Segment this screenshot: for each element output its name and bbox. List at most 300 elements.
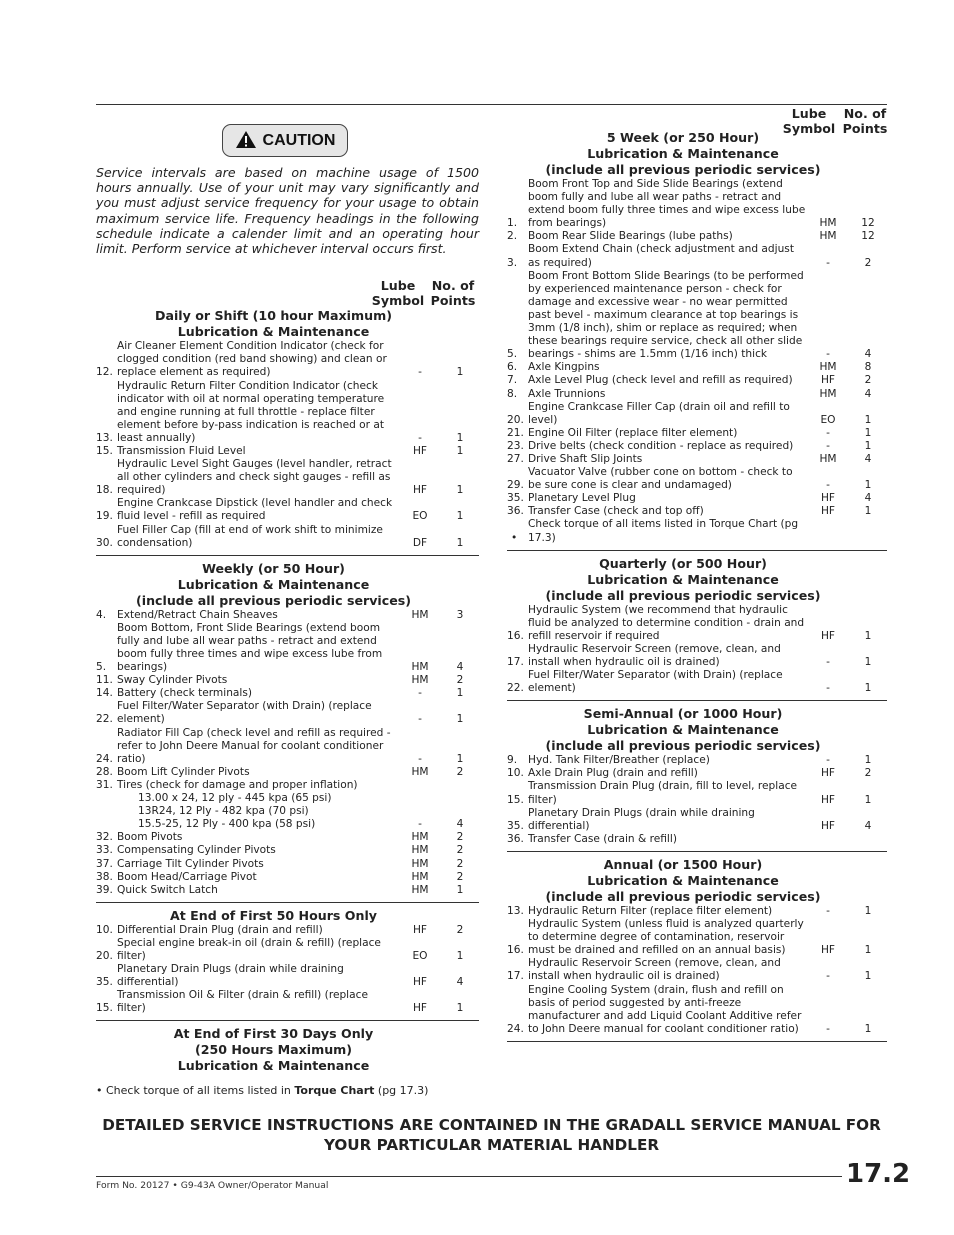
service-item xyxy=(96,445,479,458)
item-points: 8 xyxy=(864,361,872,374)
item-description: Vacuator Valve (rubber cone on bottom - check to be sure cone is clear and undamaged) xyxy=(528,466,793,492)
item-description: Carriage Tilt Cylinder Pivots xyxy=(117,857,264,870)
item-lube-symbol: HM xyxy=(819,217,837,230)
item-number: 7. xyxy=(507,374,518,387)
item-lube-symbol: DF xyxy=(412,536,428,549)
item-description: Axle Level Plug (check level and refill as required) xyxy=(528,374,793,387)
schedule-section xyxy=(507,706,887,852)
item-points: 1 xyxy=(864,944,872,957)
item-points: 4 xyxy=(864,492,872,505)
item-description: Hyd. Tank Filter/Breather (replace) xyxy=(528,754,710,767)
item-number: 10. xyxy=(96,923,113,936)
item-lube-symbol: HF xyxy=(412,444,428,457)
item-description: Battery (check terminals) xyxy=(117,687,252,700)
item-lube-symbol: - xyxy=(826,348,830,361)
caution-label: CAUTION xyxy=(262,131,336,149)
section-title: At End of First 30 Days Only xyxy=(173,1026,374,1042)
item-description: Boom Extend Chain (check adjustment and adjust as required) xyxy=(528,243,794,269)
service-item xyxy=(96,989,479,1015)
right-sections xyxy=(507,130,887,1042)
item-points: 2 xyxy=(456,870,464,883)
section-title: Lubrication & Maintenance xyxy=(177,1058,370,1074)
item-description: 13.00 x 24, 12 ply - 445 kpa (65 psi) xyxy=(138,792,332,805)
item-lube-symbol: HF xyxy=(820,492,836,505)
schedule-section xyxy=(96,561,479,903)
item-description: Compensating Cylinder Pivots xyxy=(117,844,276,857)
item-number: 19. xyxy=(96,510,113,523)
item-description: Extend/Retract Chain Sheaves xyxy=(117,608,278,621)
service-item xyxy=(96,884,479,897)
item-points: 1 xyxy=(456,366,464,379)
item-number: • xyxy=(511,531,518,544)
service-item xyxy=(96,779,479,792)
item-points: 4 xyxy=(864,819,872,832)
item-lube-symbol: HF xyxy=(412,484,428,497)
section-title: (include all previous periodic services) xyxy=(136,592,411,608)
section-title: Lubrication & Maintenance xyxy=(177,576,370,592)
section-title: Weekly (or 50 Hour) xyxy=(202,560,345,576)
item-points: 1 xyxy=(456,713,464,726)
item-lube-symbol: HM xyxy=(411,844,429,857)
item-number: 38. xyxy=(96,870,113,883)
service-item xyxy=(507,905,887,918)
service-item xyxy=(507,243,887,269)
left-column xyxy=(96,124,479,1098)
item-lube-symbol: HF xyxy=(820,629,836,642)
item-number: 16. xyxy=(507,629,524,642)
item-number: 14. xyxy=(96,687,113,700)
service-item xyxy=(507,918,887,957)
item-description: Boom Head/Carriage Pivot xyxy=(117,870,257,883)
item-lube-symbol: HF xyxy=(820,944,836,957)
section-title: Daily or Shift (10 hour Maximum) xyxy=(155,308,392,324)
item-lube-symbol: - xyxy=(826,656,830,668)
section-title: (250 Hours Maximum) xyxy=(194,1042,353,1058)
item-number: 6. xyxy=(507,361,518,374)
item-description: Planetary Drain Plugs (drain while draining differential) xyxy=(528,806,755,832)
item-points: 2 xyxy=(456,923,464,936)
item-description: Differential Drain Plug (drain and refill) xyxy=(117,923,323,936)
item-lube-symbol: HF xyxy=(820,819,836,832)
top-rule xyxy=(96,104,887,105)
service-item xyxy=(96,524,479,550)
item-description: Hydraulic Level Sight Gauges (level handler, retract all other cylinders and check sight gauges - refill as required) xyxy=(117,458,392,497)
section-title: Lubrication & Maintenance xyxy=(587,872,779,888)
item-points: 4 xyxy=(456,976,464,989)
right-column xyxy=(507,106,887,1047)
section-title: (include all previous periodic services) xyxy=(545,162,821,177)
item-number: 15. xyxy=(96,444,113,457)
item-points: 1 xyxy=(864,426,872,439)
service-item xyxy=(507,427,887,440)
item-number: 11. xyxy=(96,674,113,687)
item-lube-symbol: - xyxy=(418,818,422,831)
item-description: Axle Kingpins xyxy=(528,361,600,374)
service-item xyxy=(96,844,479,857)
column-header-right xyxy=(507,106,887,136)
service-item xyxy=(507,466,887,492)
service-item xyxy=(507,440,887,453)
item-number: 15. xyxy=(507,793,524,806)
item-points: 2 xyxy=(456,857,464,870)
item-lube-symbol: - xyxy=(826,970,830,983)
service-item xyxy=(96,727,479,766)
item-lube-symbol: - xyxy=(826,256,830,269)
item-lube-symbol: HM xyxy=(819,387,837,400)
item-lube-symbol: - xyxy=(418,713,422,726)
item-lube-symbol: HF xyxy=(820,505,836,518)
item-points: 1 xyxy=(456,949,464,962)
item-description: Boom Front Bottom Slide Bearings (to be performed by experienced maintenance person - check for damage and excessive wear - no wear permitted past bevel - maximum clearance at top bearings is 3mm (1/8 inch), shim or replace as required; when these bearings require service, check all other slide bearings - shims are 1.5mm (1/16 inch) thick xyxy=(528,269,804,361)
item-number: 32. xyxy=(96,831,113,844)
item-points: 12 xyxy=(861,230,875,243)
item-points: 4 xyxy=(456,818,464,831)
item-points: 1 xyxy=(864,656,872,668)
header-no-of: No. of xyxy=(843,106,887,121)
item-number: 35. xyxy=(96,976,113,989)
section-title: Lubrication & Maintenance xyxy=(177,324,370,340)
service-item xyxy=(507,453,887,466)
service-item xyxy=(96,858,479,871)
item-points: 1 xyxy=(864,439,872,452)
item-description: Fuel Filler Cap (fill at end of work shift to minimize condensation) xyxy=(117,523,383,549)
service-item xyxy=(96,818,479,831)
section-title: Lubrication & Maintenance xyxy=(587,571,779,587)
item-number: 18. xyxy=(96,484,113,497)
item-number: 9. xyxy=(507,754,518,767)
item-points: 4 xyxy=(864,387,872,400)
item-points: 1 xyxy=(456,510,464,523)
section-title: 5 Week (or 250 Hour) xyxy=(606,130,760,145)
header-points: Points xyxy=(430,293,476,309)
item-description: Check torque of all items listed in Torque Chart (pg 17.3) xyxy=(528,518,799,544)
item-description: Fuel Filter/Water Separator (with Drain) (replace element) xyxy=(528,669,783,695)
item-number: 15. xyxy=(96,1002,113,1015)
item-lube-symbol: HF xyxy=(412,976,428,989)
item-description: Hydraulic System (we recommend that hydraulic fluid be analyzed to determine condition - drain and refill reservoir if required xyxy=(528,603,805,642)
item-description: Engine Crankcase Filler Cap (drain oil and refill to level) xyxy=(528,400,790,426)
item-number: 1. xyxy=(507,217,518,230)
item-description: Transmission Fluid Level xyxy=(117,444,246,457)
column-header-left xyxy=(96,278,479,308)
item-number: 31. xyxy=(96,778,113,791)
item-number: 10. xyxy=(507,767,524,780)
item-number: 2. xyxy=(507,230,518,243)
item-number: 21. xyxy=(507,426,524,439)
item-lube-symbol: HM xyxy=(411,674,429,687)
item-points: 1 xyxy=(456,484,464,497)
item-description: Hydraulic Reservoir Screen (remove, clean, and install when hydraulic oil is drained) xyxy=(528,642,781,668)
schedule-section xyxy=(507,130,887,551)
item-number: 16. xyxy=(507,944,524,957)
section-title: Annual (or 1500 Hour) xyxy=(603,856,763,872)
item-points: 1 xyxy=(864,904,872,917)
item-description: 15.5-25, 12 Ply - 400 kpa (58 psi) xyxy=(138,818,316,831)
item-number: 12. xyxy=(96,366,113,379)
item-number: 13. xyxy=(96,431,113,444)
item-number: 36. xyxy=(507,832,524,845)
service-item xyxy=(507,401,887,427)
service-item xyxy=(96,871,479,884)
left-sections xyxy=(96,308,479,1079)
section-title: At End of First 50 Hours Only xyxy=(169,907,378,923)
item-number: 17. xyxy=(507,970,524,983)
item-points: 1 xyxy=(456,431,464,444)
item-points: 1 xyxy=(864,793,872,806)
service-item xyxy=(507,270,887,362)
schedule-section xyxy=(96,908,479,1022)
item-number: 17. xyxy=(507,656,524,668)
service-item xyxy=(96,831,479,844)
service-item xyxy=(507,669,887,695)
item-lube-symbol: - xyxy=(826,479,830,492)
header-symbol: Symbol xyxy=(371,293,425,309)
item-number: 4. xyxy=(96,608,107,621)
section-title: (include all previous periodic services) xyxy=(545,738,821,754)
item-description: Transmission Oil & Filter (drain & refill) (replace filter) xyxy=(117,989,368,1015)
warning-triangle-icon xyxy=(235,130,263,151)
item-number: 20. xyxy=(507,413,524,426)
item-number: 37. xyxy=(96,857,113,870)
service-item xyxy=(96,622,479,674)
item-lube-symbol: HM xyxy=(411,608,429,621)
item-lube-symbol: HM xyxy=(411,831,429,844)
item-lube-symbol: HM xyxy=(411,857,429,870)
item-description: Boom Rear Slide Bearings (lube paths) xyxy=(528,230,733,243)
item-lube-symbol: - xyxy=(418,687,422,700)
item-points: 2 xyxy=(864,374,872,387)
item-number: 22. xyxy=(507,682,524,695)
service-item xyxy=(507,957,887,983)
item-lube-symbol: HF xyxy=(412,923,428,936)
item-description: Hydraulic System (unless fluid is analyzed quarterly to determine degree of contamination, reservoir must be drained and refilled on an annual basis) xyxy=(528,918,804,957)
item-points: 1 xyxy=(864,413,872,426)
section-title: (include all previous periodic services) xyxy=(545,587,821,603)
torque-note: • Check torque of all items listed in Torque Chart (pg 17.3) xyxy=(96,1084,429,1098)
service-item xyxy=(507,604,887,643)
item-points: 4 xyxy=(456,661,464,674)
item-points: 3 xyxy=(456,608,464,621)
item-description: Transfer Case (check and top off) xyxy=(528,505,704,518)
service-item xyxy=(507,388,887,401)
item-number: 8. xyxy=(507,387,518,400)
item-description: Planetary Level Plug xyxy=(528,492,636,505)
service-item xyxy=(96,805,479,818)
item-lube-symbol: - xyxy=(826,904,830,917)
item-points: 1 xyxy=(864,754,872,767)
item-description: Quick Switch Latch xyxy=(117,883,218,896)
schedule-section xyxy=(507,857,887,1042)
item-lube-symbol: - xyxy=(418,431,422,444)
item-points: 1 xyxy=(864,505,872,518)
header-symbol: Symbol xyxy=(782,121,836,136)
item-number: 39. xyxy=(96,883,113,896)
caution-badge xyxy=(222,124,348,157)
service-item xyxy=(507,230,887,243)
service-item xyxy=(507,984,887,1036)
item-number: 35. xyxy=(507,819,524,832)
item-number: 27. xyxy=(507,452,524,465)
service-item xyxy=(507,505,887,518)
item-description: Sway Cylinder Pivots xyxy=(117,674,228,687)
item-points: 2 xyxy=(864,767,872,780)
item-number: 28. xyxy=(96,765,113,778)
item-description: Transfer Case (drain & refill) xyxy=(528,832,677,845)
item-lube-symbol: HM xyxy=(819,230,837,243)
header-lube: Lube xyxy=(791,106,827,121)
service-item xyxy=(96,674,479,687)
item-number: 5. xyxy=(507,348,518,361)
item-lube-symbol: HF xyxy=(820,374,836,387)
item-points: 1 xyxy=(864,970,872,983)
bottom-rule xyxy=(96,1176,842,1177)
item-description: Drive belts (check condition - replace as required) xyxy=(528,439,794,452)
schedule-section xyxy=(96,308,479,556)
item-number: 36. xyxy=(507,505,524,518)
header-lube: Lube xyxy=(380,278,416,294)
item-description: Axle Trunnions xyxy=(528,387,606,400)
intro-paragraph: Service intervals are based on machine usage of 1500 hours annually. Use of your unit may vary significantly and you must adjust service frequency for your usage to obtain maximum service life. Frequency headings in the following schedule indicate a calender limit and an operating hour limit. Perform service at whichever interval occurs first. xyxy=(96,165,479,257)
service-item xyxy=(96,963,479,989)
service-item xyxy=(96,687,479,700)
item-description: Hydraulic Return Filter (replace filter element) xyxy=(528,904,773,917)
item-description: Engine Crankcase Dipstick (level handler and check fluid level - refill as required xyxy=(117,497,393,523)
item-points: 1 xyxy=(864,629,872,642)
item-points: 2 xyxy=(456,765,464,778)
item-lube-symbol: - xyxy=(826,439,830,452)
schedule-section xyxy=(96,1026,479,1079)
item-description: Hydraulic Reservoir Screen (remove, clean, and install when hydraulic oil is drained) xyxy=(528,957,781,983)
item-number: 33. xyxy=(96,844,113,857)
item-points: 1 xyxy=(456,752,464,765)
service-item xyxy=(96,340,479,379)
service-item xyxy=(96,609,479,622)
item-lube-symbol: EO xyxy=(412,949,428,962)
item-number: 20. xyxy=(96,949,113,962)
form-number: Form No. 20127 • G9-43A Owner/Operator Manual xyxy=(96,1180,329,1191)
item-description: Engine Cooling System (drain, flush and refill on basis of period suggested by anti-freeze manufacturer and add Liquid Coolant Additive refer to John Deere manual for coolant conditioner ratio) xyxy=(528,983,802,1035)
item-lube-symbol: HM xyxy=(411,883,429,896)
item-number: 13. xyxy=(507,904,524,917)
schedule-section xyxy=(507,556,887,702)
item-points: 1 xyxy=(456,444,464,457)
header-points: Points xyxy=(842,121,888,136)
service-item xyxy=(96,497,479,523)
item-number: 3. xyxy=(507,256,518,269)
item-description: Fuel Filter/Water Separator (with Drain) (replace element) xyxy=(117,700,372,726)
service-instructions-notice: DETAILED SERVICE INSTRUCTIONS ARE CONTAINED IN THE GRADALL SERVICE MANUAL FOR YOUR PARTICULAR MATERIAL HANDLER xyxy=(102,1116,881,1154)
service-item xyxy=(507,767,887,780)
item-lube-symbol: HM xyxy=(819,361,837,374)
item-description: 13R24, 12 Ply - 482 kpa (70 psi) xyxy=(138,805,309,818)
service-item xyxy=(507,518,887,544)
item-lube-symbol: HM xyxy=(819,452,837,465)
service-item xyxy=(96,458,479,497)
item-points: 1 xyxy=(456,536,464,549)
item-number: 5. xyxy=(96,661,107,674)
item-lube-symbol: EO xyxy=(412,510,428,523)
service-item xyxy=(507,833,887,846)
service-item xyxy=(96,937,479,963)
item-description: Boom Front Top and Side Slide Bearings (extend boom fully and lube all wear paths - retract and extend boom fully three times and wipe excess lube from bearings) xyxy=(528,178,806,230)
service-item xyxy=(96,380,479,445)
section-title: Lubrication & Maintenance xyxy=(587,146,779,161)
service-item xyxy=(507,374,887,387)
item-points: 1 xyxy=(456,883,464,896)
item-description: Boom Pivots xyxy=(117,831,183,844)
item-description: Tires (check for damage and proper inflation) xyxy=(117,778,358,791)
item-points: 4 xyxy=(864,348,872,361)
item-points: 1 xyxy=(456,687,464,700)
item-lube-symbol: HM xyxy=(411,870,429,883)
service-item xyxy=(507,807,887,833)
item-description: Special engine break-in oil (drain & refill) (replace filter) xyxy=(117,936,381,962)
item-number: 30. xyxy=(96,536,113,549)
section-title: Quarterly (or 500 Hour) xyxy=(599,555,767,571)
item-description: Planetary Drain Plugs (drain while draining differential) xyxy=(117,963,344,989)
item-number: 22. xyxy=(96,713,113,726)
item-points: 12 xyxy=(861,217,875,230)
item-lube-symbol: - xyxy=(826,1022,830,1035)
item-lube-symbol: HM xyxy=(411,765,429,778)
service-item xyxy=(507,754,887,767)
service-item xyxy=(96,700,479,726)
item-description: Axle Drain Plug (drain and refill) xyxy=(528,767,698,780)
service-item xyxy=(96,924,479,937)
item-lube-symbol: - xyxy=(826,754,830,767)
item-number: 29. xyxy=(507,479,524,492)
item-lube-symbol: EO xyxy=(820,413,836,426)
item-number: 24. xyxy=(96,752,113,765)
item-points: 1 xyxy=(456,1002,464,1015)
item-number: 35. xyxy=(507,492,524,505)
service-item xyxy=(507,780,887,806)
service-item xyxy=(507,361,887,374)
service-item xyxy=(507,643,887,669)
service-item xyxy=(96,792,479,805)
item-description: Hydraulic Return Filter Condition Indicator (check indicator with oil at normal operating temperature and engine running at full throttle - replace filter element before by-pass indication is reached or at least annually) xyxy=(117,379,385,444)
item-points: 1 xyxy=(864,682,872,695)
page-number: 17.2 xyxy=(846,1159,911,1189)
item-number: 23. xyxy=(507,439,524,452)
item-number: 24. xyxy=(507,1022,524,1035)
item-points: 2 xyxy=(456,831,464,844)
item-points: 2 xyxy=(864,256,872,269)
item-points: 1 xyxy=(864,479,872,492)
item-description: Transmission Drain Plug (drain, fill to level, replace filter) xyxy=(528,780,798,806)
item-lube-symbol: HF xyxy=(820,793,836,806)
section-title: (include all previous periodic services) xyxy=(545,888,821,904)
header-no-of: No. of xyxy=(431,278,475,294)
service-item xyxy=(96,766,479,779)
item-points: 2 xyxy=(456,674,464,687)
item-description: Air Cleaner Element Condition Indicator (check for clogged condition (red band showing) and clean or replace element as required) xyxy=(117,340,387,379)
service-item xyxy=(507,492,887,505)
item-points: 2 xyxy=(456,844,464,857)
item-description: Boom Bottom, Front Slide Bearings (extend boom fully and lube all wear paths - retract and extend boom fully three times and wipe excess lube from bearings) xyxy=(117,621,383,674)
service-item xyxy=(507,178,887,230)
section-title: Lubrication & Maintenance xyxy=(587,722,779,738)
item-description: Boom Lift Cylinder Pivots xyxy=(117,765,250,778)
item-description: Engine Oil Filter (replace filter element) xyxy=(528,426,738,439)
item-lube-symbol: - xyxy=(418,752,422,765)
item-lube-symbol: HF xyxy=(412,1002,428,1015)
item-lube-symbol: - xyxy=(826,682,830,695)
item-lube-symbol: HF xyxy=(820,767,836,780)
item-lube-symbol: - xyxy=(826,426,830,439)
item-lube-symbol: - xyxy=(418,366,422,379)
item-points: 4 xyxy=(864,452,872,465)
